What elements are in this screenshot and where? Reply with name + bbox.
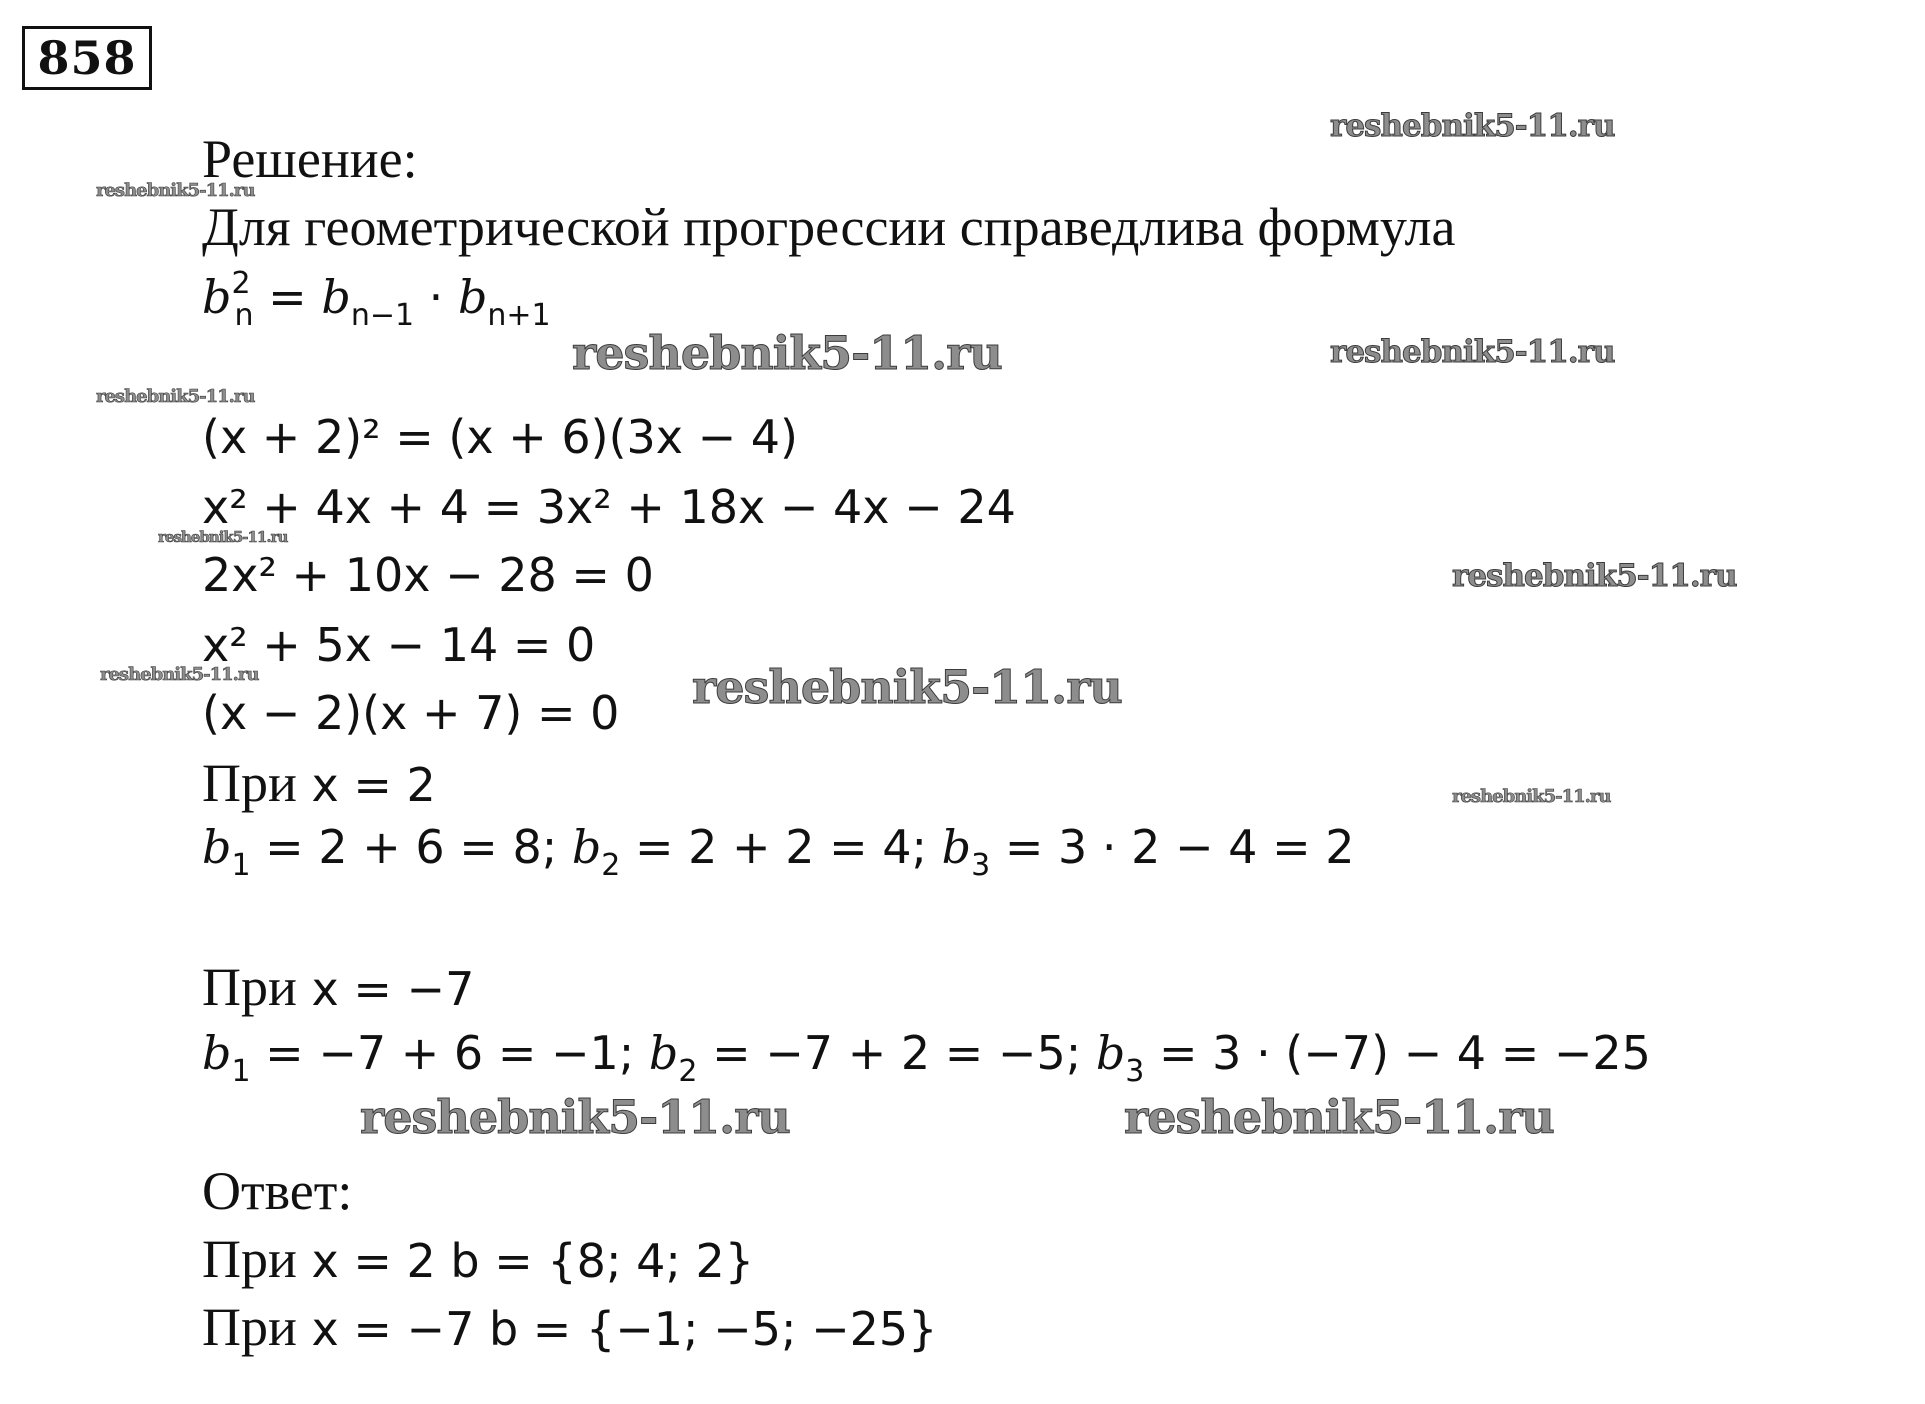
formula bbox=[202, 266, 551, 333]
watermark: reshebnik5-11.ru bbox=[360, 1090, 790, 1144]
case2-terms bbox=[202, 1026, 1651, 1089]
formula-sub: n bbox=[234, 298, 254, 333]
case2-b1: b bbox=[202, 1026, 232, 1080]
case1-word: При bbox=[202, 753, 297, 813]
watermark: reshebnik5-11.ru bbox=[1452, 786, 1611, 807]
case1-condition bbox=[202, 752, 436, 814]
case2-b1-expr: = −7 + 6 = −1; bbox=[250, 1026, 649, 1080]
solution-heading: Решение: bbox=[202, 129, 418, 189]
watermark: reshebnik5-11.ru bbox=[96, 180, 255, 201]
case1-b2-expr: = 2 + 2 = 4; bbox=[620, 820, 942, 874]
case2-b3-expr: = 3 · (−7) − 4 = −25 bbox=[1144, 1026, 1651, 1080]
answer-1-word: При bbox=[202, 1229, 297, 1289]
formula-b: b bbox=[202, 270, 232, 324]
case1-b3: b bbox=[941, 820, 972, 874]
watermark: reshebnik5-11.ru bbox=[1452, 558, 1737, 594]
watermark: reshebnik5-11.ru bbox=[100, 664, 259, 685]
answer-2-word: При bbox=[202, 1297, 297, 1357]
intro-text: Для геометрической прогрессии справедлива формула bbox=[202, 197, 1456, 257]
answer-1-expr: x = 2 b = {8; 4; 2} bbox=[296, 1234, 754, 1288]
answer-1 bbox=[202, 1228, 754, 1290]
answer-label: Ответ: bbox=[202, 1161, 353, 1221]
case1-b1: b bbox=[202, 820, 232, 874]
step-4: x² + 5x − 14 = 0 bbox=[202, 618, 596, 672]
step-5: (x − 2)(x + 7) = 0 bbox=[202, 686, 620, 740]
case1-b2: b bbox=[571, 820, 602, 874]
case1-b2-sub: 2 bbox=[601, 848, 621, 883]
step-3: 2x² + 10x − 28 = 0 bbox=[202, 548, 654, 602]
case1-b3-sub: 3 bbox=[971, 848, 991, 883]
watermark: reshebnik5-11.ru bbox=[1330, 334, 1615, 370]
watermark: reshebnik5-11.ru bbox=[96, 386, 255, 407]
case2-b2-sub: 2 bbox=[678, 1054, 698, 1089]
watermark: reshebnik5-11.ru bbox=[158, 528, 288, 546]
watermark: reshebnik5-11.ru bbox=[1124, 1090, 1554, 1144]
formula-b-next: b bbox=[457, 270, 488, 324]
case1-b1-sub: 1 bbox=[231, 848, 251, 883]
step-2: x² + 4x + 4 = 3x² + 18x − 4x − 24 bbox=[202, 480, 1016, 534]
step-1: (x + 2)² = (x + 6)(3x − 4) bbox=[202, 410, 799, 464]
case1-b3-expr: = 3 · 2 − 4 = 2 bbox=[990, 820, 1355, 874]
answer-2 bbox=[202, 1296, 937, 1358]
watermark: reshebnik5-11.ru bbox=[692, 660, 1122, 714]
formula-b-prev: b bbox=[321, 270, 351, 324]
watermark: reshebnik5-11.ru bbox=[572, 326, 1002, 380]
case1-terms bbox=[202, 820, 1355, 883]
case2-b3-sub: 3 bbox=[1125, 1054, 1145, 1089]
formula-sub-prev: n−1 bbox=[350, 298, 415, 333]
case2-condition bbox=[202, 956, 474, 1018]
case2-b3: b bbox=[1095, 1026, 1126, 1080]
case2-cond: x = −7 bbox=[296, 962, 475, 1016]
case2-b1-sub: 1 bbox=[231, 1054, 251, 1089]
formula-eq: = bbox=[253, 270, 322, 324]
task-number-box bbox=[22, 26, 152, 90]
watermark: reshebnik5-11.ru bbox=[1330, 108, 1615, 144]
case2-b2-expr: = −7 + 2 = −5; bbox=[697, 1026, 1096, 1080]
case2-word: При bbox=[202, 957, 297, 1017]
case1-cond: x = 2 bbox=[296, 758, 436, 812]
case2-b2: b bbox=[648, 1026, 679, 1080]
formula-dot: · bbox=[414, 270, 458, 324]
answer-2-expr: x = −7 b = {−1; −5; −25} bbox=[296, 1302, 938, 1356]
task-number: 858 bbox=[37, 31, 137, 85]
formula-sub-next: n+1 bbox=[487, 298, 551, 333]
formula-sup: 2 bbox=[231, 266, 251, 301]
case1-b1-expr: = 2 + 6 = 8; bbox=[250, 820, 572, 874]
